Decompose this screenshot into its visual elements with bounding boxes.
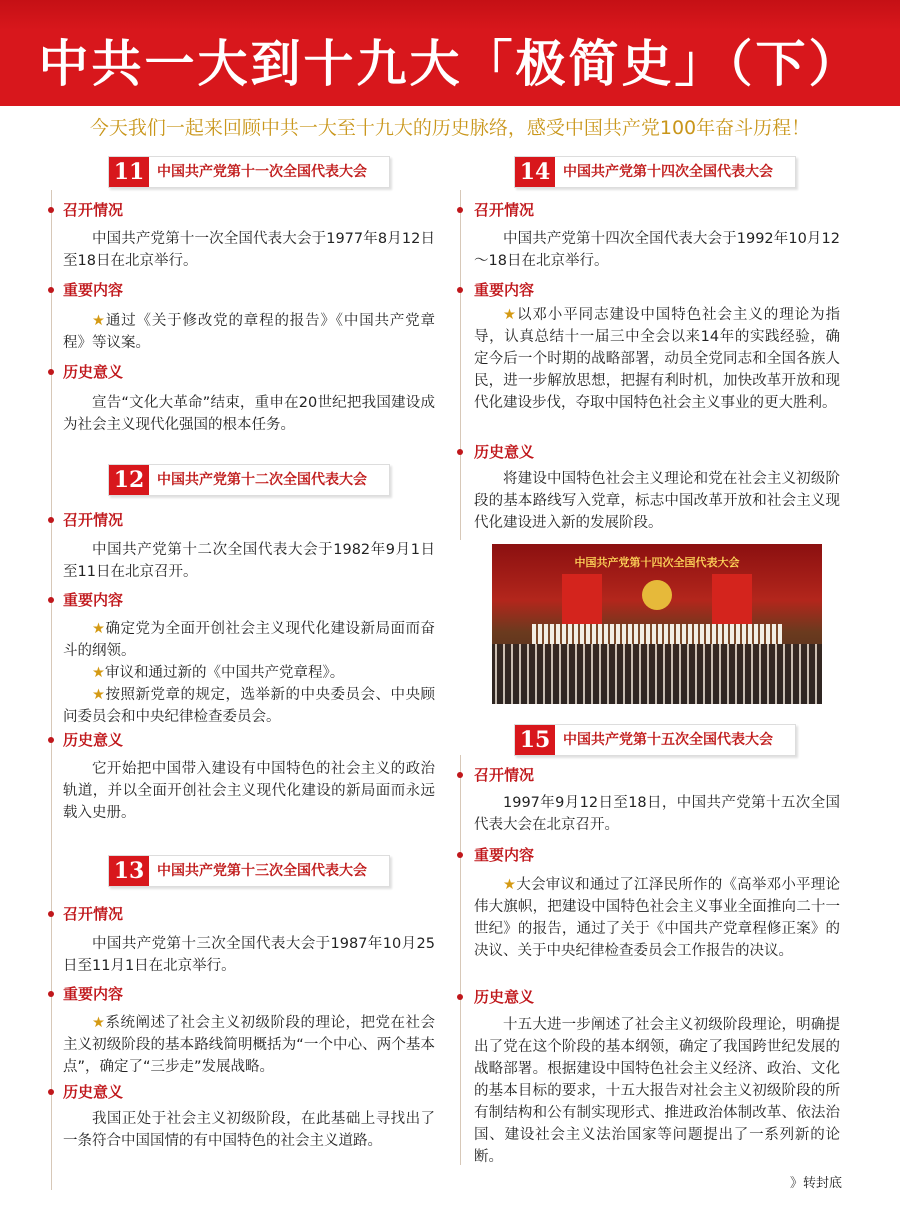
- delegates-crowd: [492, 644, 822, 704]
- timeline-dot: [48, 737, 54, 743]
- content-heading: 重要内容: [63, 591, 124, 609]
- section-number: 14: [515, 157, 555, 187]
- page-title: 中共一大到十九大「极简史」（下）: [38, 34, 862, 93]
- congress-hall-photo: [492, 544, 822, 704]
- section-15-header: [514, 724, 796, 756]
- significance-heading: 历史意义: [474, 443, 535, 461]
- star-icon: ★: [92, 687, 106, 703]
- section-12-header: [108, 464, 390, 496]
- significance-text: 我国正处于社会主义初级阶段，在此基础上寻找出了一条符合中国国情的有中国特色的社会主义道路。: [63, 1111, 435, 1149]
- timeline-dot: [457, 772, 463, 778]
- section-number: 13: [109, 856, 149, 886]
- significance-text: 将建设中国特色社会主义理论和党在社会主义初级阶段的基本路线写入党章，标志中国改革开放和社会主义现代化建设进入新的发展阶段。: [474, 471, 840, 531]
- continue-to-back-cover: 》转封底: [789, 1176, 842, 1191]
- section-number: 15: [515, 725, 555, 755]
- significance-text: 宣告“文化大革命”结束，重申在20世纪把我国建设成为社会主义现代化强国的根本任务。: [63, 395, 435, 433]
- section-title: 中国共产党第十二次全国代表大会: [157, 472, 367, 488]
- significance-heading: 历史意义: [474, 988, 535, 1006]
- timeline-dot: [457, 994, 463, 1000]
- timeline-dot: [48, 911, 54, 917]
- held-heading: 召开情况: [63, 201, 124, 219]
- significance-text: 十五大进一步阐述了社会主义初级阶段理论，明确提出了党在这个阶段的基本纲领，确定了我国跨世纪发展的战略部署。根据建设中国特色社会主义经济、政治、文化的基本目标的要求，十五大报告对社会主义初级阶段的所有制结构和公有制实现形式、推进政治体制改革、依法治国、建设社会主义法治国家等问题提出了一系列新的论断。: [474, 1017, 840, 1165]
- party-emblem: [642, 580, 672, 610]
- held-heading: 召开情况: [474, 766, 535, 784]
- timeline-dot: [48, 597, 54, 603]
- held-text: 中国共产党第十二次全国代表大会于1982年9月1日至11日在北京召开。: [63, 542, 435, 580]
- significance-text: 它开始把中国带入建设有中国特色的社会主义的政治轨道，并以全面开创社会主义现代化建设的新局面而永远载入史册。: [63, 761, 435, 821]
- presidium-stage: [532, 624, 782, 644]
- section-title: 中国共产党第十三次全国代表大会: [157, 863, 367, 879]
- content-text: ★通过《关于修改党的章程的报告》《中国共产党章程》等议案。: [63, 313, 436, 351]
- content-heading: 重要内容: [474, 281, 535, 299]
- timeline-dot: [48, 207, 54, 213]
- content-heading: 重要内容: [63, 281, 124, 299]
- section-number: 12: [109, 465, 149, 495]
- section-13-header: [108, 855, 390, 887]
- page-subtitle: 今天我们一起来回顾中共一大至十九大的历史脉络，感受中国共产党100年奋斗历程！: [89, 117, 811, 139]
- significance-heading: 历史意义: [63, 731, 124, 749]
- right-timeline: [460, 190, 461, 540]
- photo-banner-text: 中国共产党第十四次全国代表大会: [574, 556, 740, 569]
- section-number: 11: [109, 157, 149, 187]
- timeline-dot: [48, 1089, 54, 1095]
- held-text: 1997年9月12日至18日，中国共产党第十五次全国代表大会在北京召开。: [474, 795, 840, 833]
- timeline-dot: [457, 207, 463, 213]
- star-icon: ★: [92, 313, 106, 329]
- right-timeline-lower: [460, 755, 461, 1165]
- content-text: ★系统阐述了社会主义初级阶段的理论，把党在社会主义初级阶段的基本路线简明概括为“一个中心、两个基本点”，确定了“三步走”发展战略。: [63, 1015, 435, 1075]
- section-14-header: [514, 156, 796, 188]
- significance-heading: 历史意义: [63, 363, 124, 381]
- held-text: 中国共产党第十一次全国代表大会于1977年8月12日至18日在北京举行。: [63, 231, 435, 269]
- star-icon: ★: [503, 877, 517, 893]
- star-icon: ★: [92, 665, 105, 681]
- held-text: 中国共产党第十三次全国代表大会于1987年10月25日至11月1日在北京举行。: [63, 936, 435, 974]
- significance-heading: 历史意义: [63, 1083, 124, 1101]
- held-heading: 召开情况: [63, 905, 124, 923]
- timeline-dot: [48, 287, 54, 293]
- timeline-dot: [48, 991, 54, 997]
- content-heading: 重要内容: [63, 985, 124, 1003]
- section-title: 中国共产党第十五次全国代表大会: [563, 732, 773, 748]
- star-icon: ★: [503, 307, 517, 323]
- content-text: ★确定党为全面开创社会主义现代化建设新局面而奋斗的纲领。 ★审议和通过新的《中国共产党章程》。 ★按照新党章的规定，选举新的中央委员会、中央顾问委员会和中央纪律检查委员会。: [63, 621, 435, 725]
- star-icon: ★: [92, 1015, 106, 1031]
- held-heading: 召开情况: [474, 201, 535, 219]
- star-icon: ★: [92, 621, 106, 637]
- title-banner: [0, 0, 900, 106]
- held-heading: 召开情况: [63, 511, 124, 529]
- timeline-dot: [48, 517, 54, 523]
- content-text: ★以邓小平同志建设中国特色社会主义的理论为指导，认真总结十一届三中全会以来14年的实践经验，确定今后一个时期的战略部署，动员全党同志和全国各族人民，进一步解放思想，把握有利时机，加快改革开放和现代化建设步伐，夺取中国特色社会主义事业的更大胜利。: [474, 307, 841, 411]
- left-timeline: [51, 190, 52, 1190]
- timeline-dot: [457, 449, 463, 455]
- content-heading: 重要内容: [474, 846, 535, 864]
- section-11-header: [108, 156, 390, 188]
- banner-shade: [0, 0, 900, 30]
- timeline-dot: [457, 287, 463, 293]
- section-title: 中国共产党第十一次全国代表大会: [157, 164, 367, 180]
- timeline-dot: [48, 369, 54, 375]
- section-title: 中国共产党第十四次全国代表大会: [563, 164, 773, 180]
- content-text: ★大会审议和通过了江泽民所作的《高举邓小平理论伟大旗帜，把建设中国特色社会主义事业全面推向二十一世纪》的报告，通过了关于《中国共产党章程修正案》的决议、关于中央纪律检查委员会工作报告的决议。: [474, 877, 841, 959]
- held-text: 中国共产党第十四次全国代表大会于1992年10月12～18日在北京举行。: [474, 231, 840, 269]
- timeline-dot: [457, 852, 463, 858]
